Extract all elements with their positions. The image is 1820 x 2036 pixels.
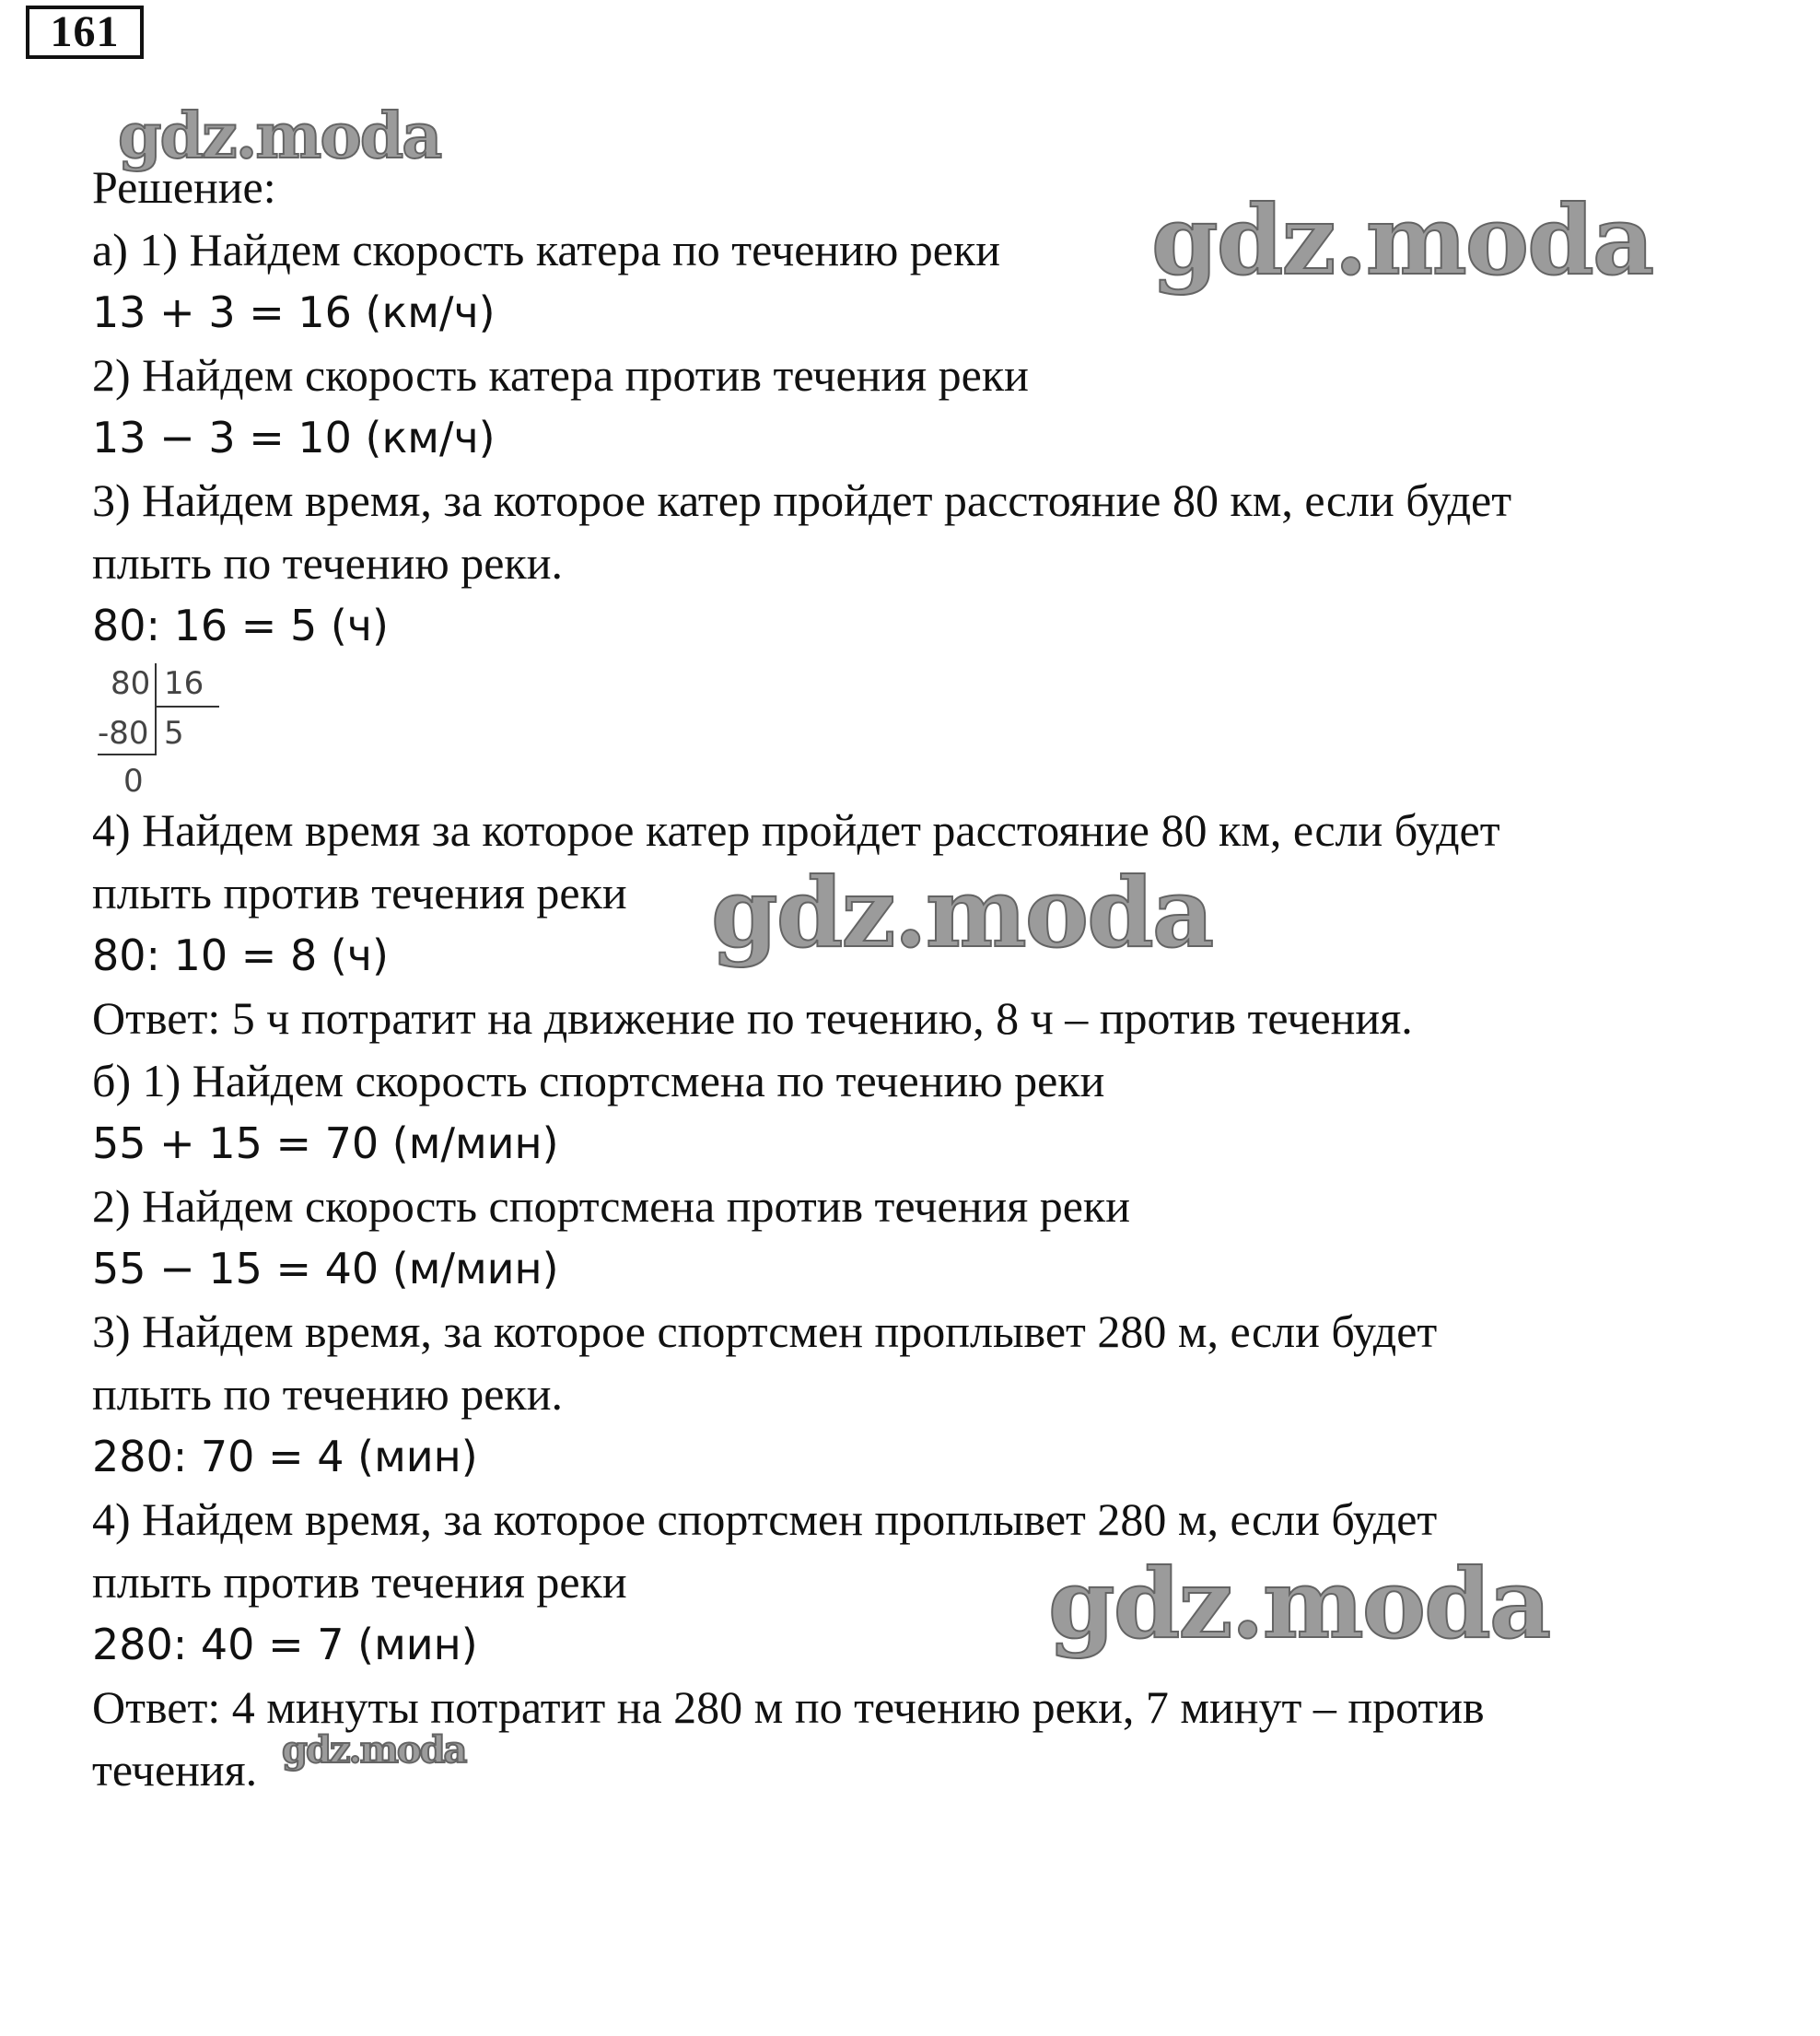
solution-line: 4) Найдем время за которое катер пройдет расстояние 80 км, если будет: [92, 804, 1500, 856]
formula-line: 55 − 15 = 40 (м/мин): [92, 1244, 559, 1293]
task-number-box: 161: [26, 6, 144, 59]
ld-remainder: 0: [123, 763, 144, 800]
formula-line: 280: 70 = 4 (мин): [92, 1432, 478, 1481]
ld-vertical-line: [155, 663, 157, 755]
watermark: gdz.moda: [1151, 183, 1653, 297]
watermark: gdz.moda: [118, 99, 441, 173]
solution-line: 3) Найдем время, за которое спортсмен проплывет 280 м, если будет: [92, 1305, 1438, 1357]
formula-line: 80: 10 = 8 (ч): [92, 930, 389, 980]
ld-subtract-line: [98, 754, 155, 755]
answer-line: Ответ: 4 минуты потратит на 280 м по течению реки, 7 минут – против: [92, 1681, 1485, 1733]
solution-line: плыть против течения реки: [92, 867, 627, 919]
ld-quotient: 5: [164, 715, 184, 752]
solution-line: б) 1) Найдем скорость спортсмена по течению реки: [92, 1055, 1105, 1106]
formula-line: 13 + 3 = 16 (км/ч): [92, 287, 496, 337]
formula-line: 280: 40 = 7 (мин): [92, 1620, 478, 1669]
watermark: gdz.moda: [1048, 1547, 1550, 1660]
solution-line: а) 1) Найдем скорость катера по течению реки: [92, 224, 1001, 275]
formula-line: 55 + 15 = 70 (м/мин): [92, 1118, 559, 1168]
solution-line: 4) Найдем время, за которое спортсмен проплывет 280 м, если будет: [92, 1493, 1438, 1545]
solution-line: плыть против течения реки: [92, 1556, 627, 1608]
ld-subtrahend: -80: [98, 715, 149, 752]
watermark: gdz.moda: [282, 1728, 466, 1772]
solution-line: 2) Найдем скорость катера против течения реки: [92, 349, 1029, 401]
solution-line: плыть по течению реки.: [92, 1368, 563, 1420]
ld-dividend: 80: [111, 665, 151, 702]
solution-line: 3) Найдем время, за которое катер пройдет расстояние 80 км, если будет: [92, 474, 1512, 526]
ld-divisor: 16: [164, 665, 204, 702]
solution-heading: Решение:: [92, 161, 276, 213]
solution-line: плыть по течению реки.: [92, 537, 563, 589]
solution-line: 2) Найдем скорость спортсмена против течения реки: [92, 1180, 1130, 1232]
formula-line: 80: 16 = 5 (ч): [92, 601, 389, 650]
answer-line: Ответ: 5 ч потратит на движение по течению, 8 ч – против течения.: [92, 992, 1413, 1044]
watermark: gdz.moda: [711, 856, 1213, 969]
long-division: [96, 660, 243, 798]
answer-line: течения.: [92, 1744, 258, 1796]
ld-divisor-line: [157, 706, 219, 708]
formula-line: 13 − 3 = 10 (км/ч): [92, 413, 496, 462]
